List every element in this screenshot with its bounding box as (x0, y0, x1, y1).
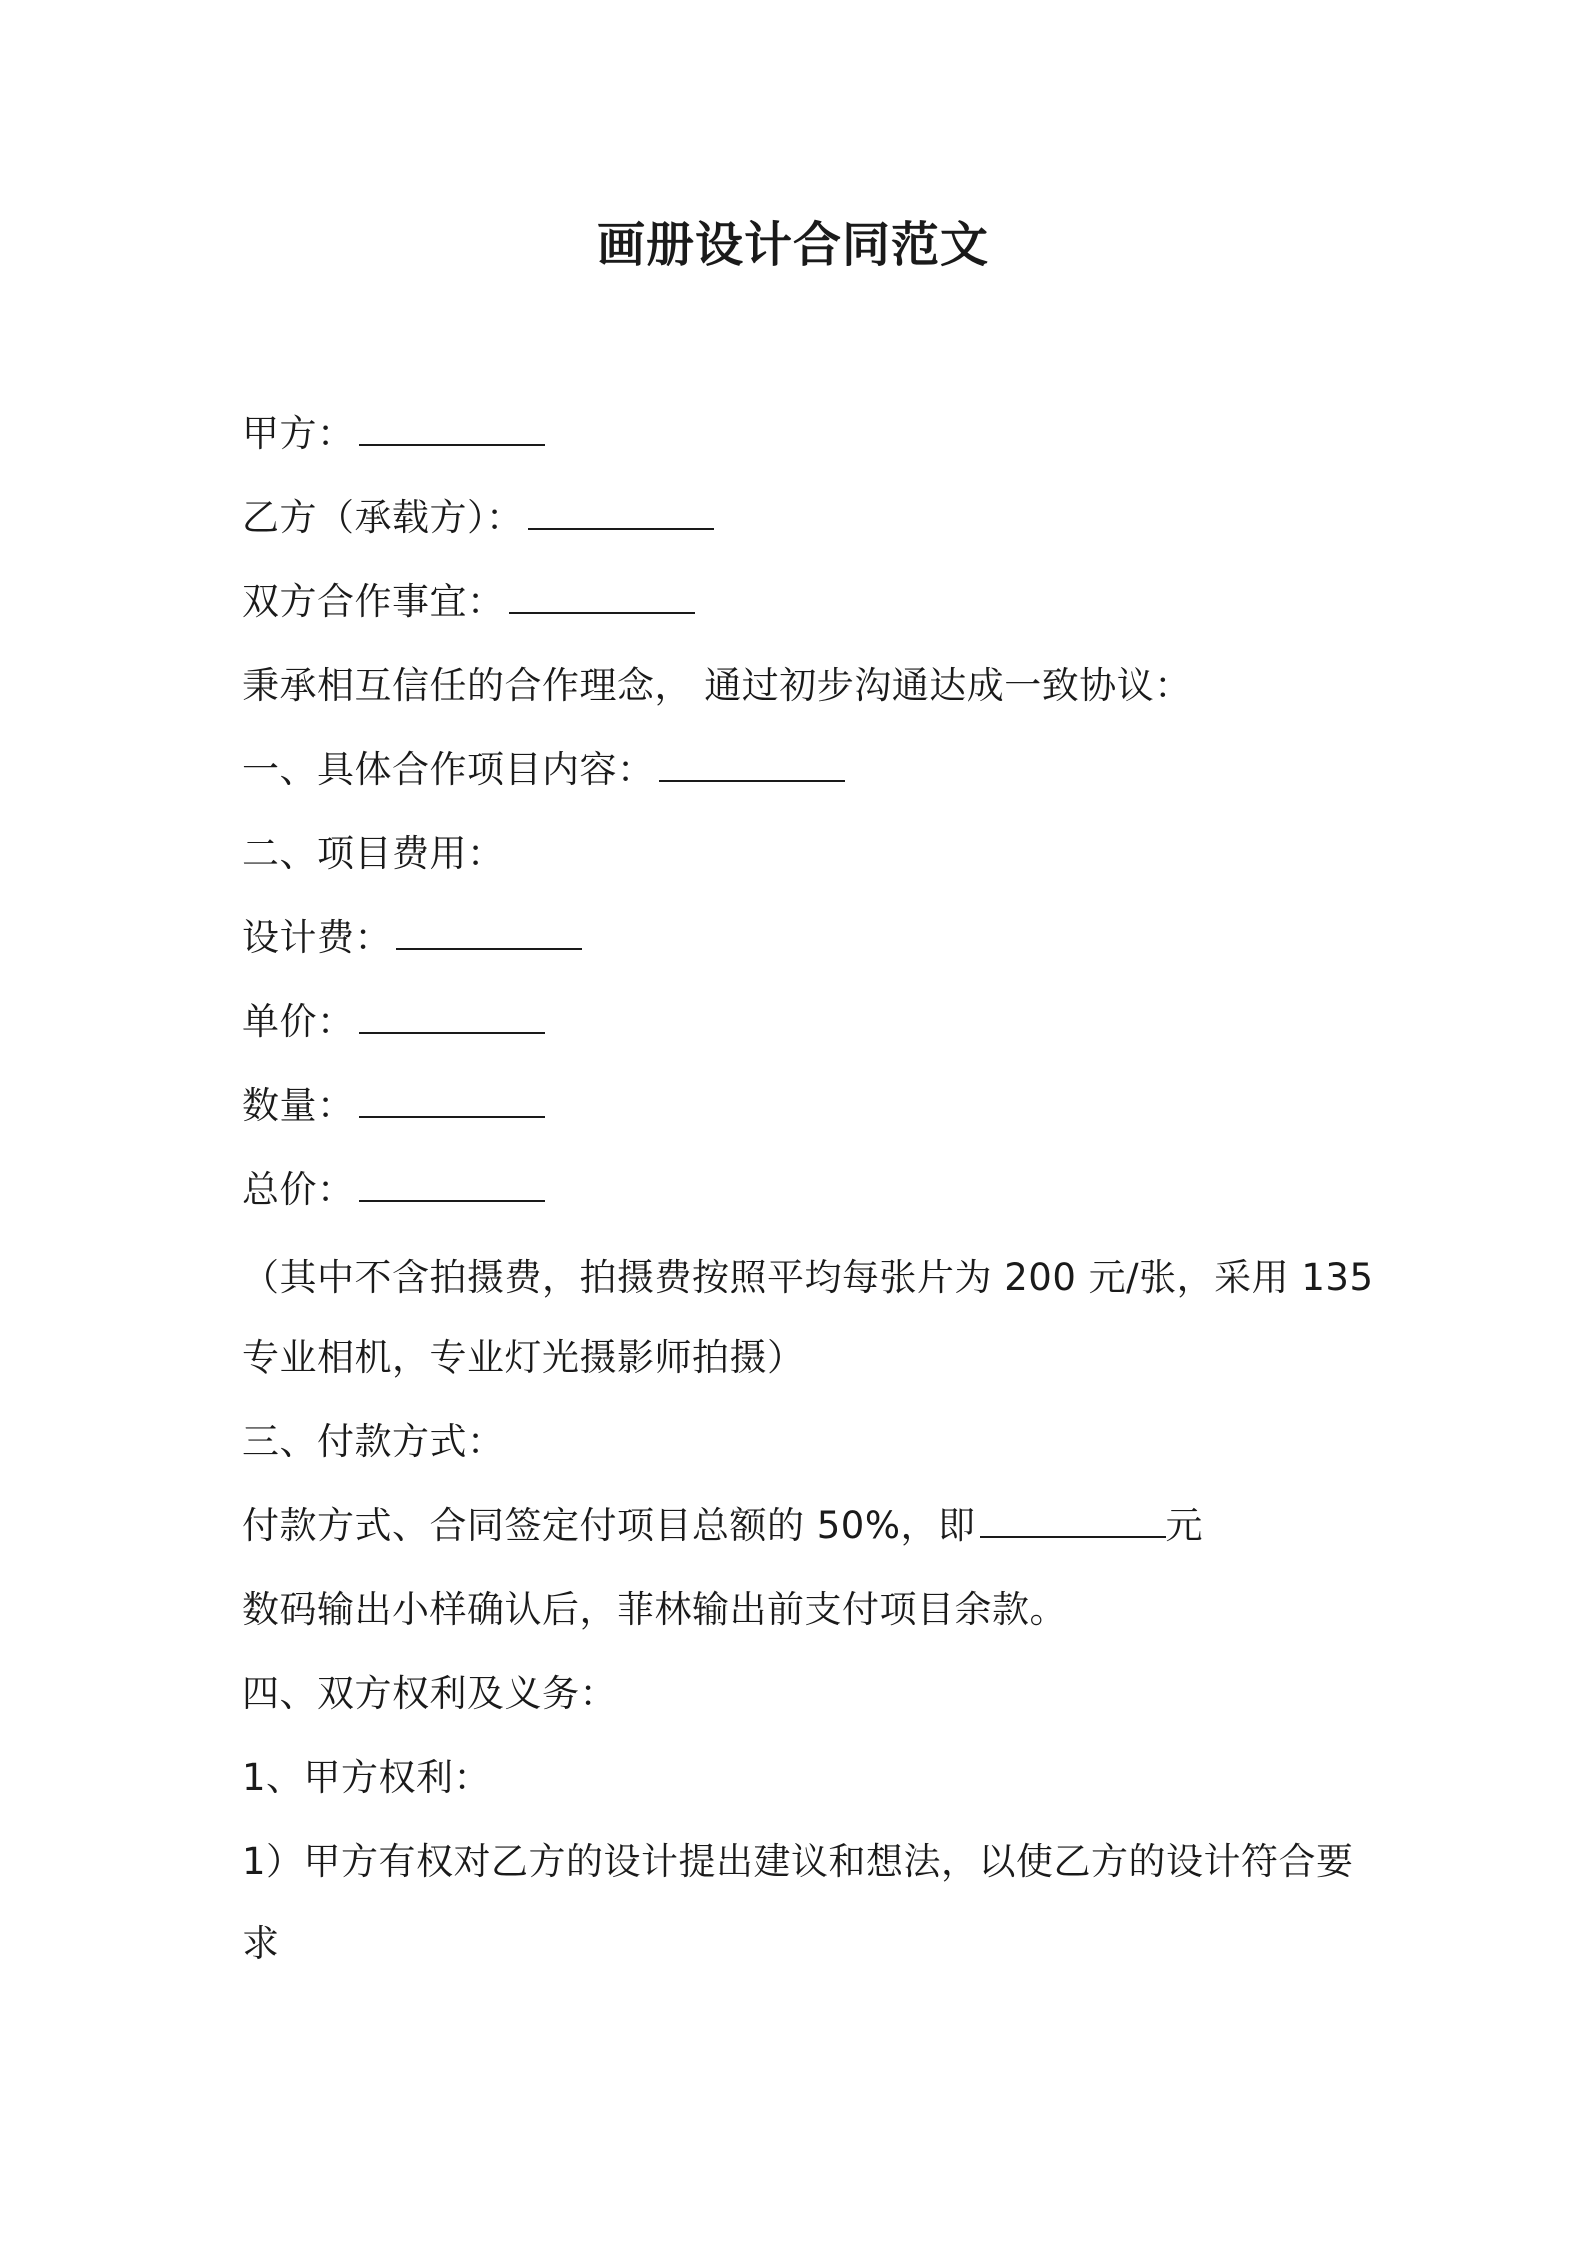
party-a-blank (359, 408, 545, 446)
total-price-label: 总价： (242, 1168, 355, 1211)
design-fee-line (242, 910, 1362, 966)
party-a-line (242, 406, 1362, 462)
unit-price-blank (359, 996, 545, 1034)
section-1-label: 一、具体合作项目内容： (242, 748, 655, 791)
section-2-label: 二、项目费用： (242, 832, 505, 875)
payment-unit: 元 (1165, 1504, 1203, 1547)
intro-line (242, 658, 1362, 714)
section-4-heading (242, 1666, 1362, 1722)
design-fee-label: 设计费： (242, 916, 392, 959)
payment-amount-blank (980, 1500, 1166, 1538)
rights-item-1-line-2 (242, 1916, 1362, 1972)
payment-line-2 (242, 1582, 1362, 1638)
total-price-blank (359, 1164, 545, 1202)
section-1-heading (242, 742, 1362, 798)
document-title: 画册设计合同范文 (596, 217, 989, 273)
quantity-label: 数量： (242, 1084, 355, 1127)
unit-price-label: 单价： (242, 1000, 355, 1043)
section-3-heading (242, 1414, 1362, 1470)
cooperation-matters-blank (509, 576, 695, 614)
quantity-line (242, 1078, 1362, 1134)
cooperation-matters-line (242, 574, 1362, 630)
intro-text: 秉承相互信任的合作理念， 通过初步沟通达成一致协议： (242, 664, 1192, 707)
photo-note-line-1 (242, 1250, 1374, 1306)
party-a-rights-label: 1、甲方权利： (242, 1756, 492, 1799)
photo-note-line-2 (242, 1330, 1362, 1386)
rights-item-1-text-2: 求 (242, 1922, 280, 1965)
design-fee-blank (396, 912, 582, 950)
section-4-label: 四、双方权利及义务： (242, 1672, 617, 1715)
section-1-blank (659, 744, 845, 782)
payment-text-1: 付款方式、合同签定付项目总额的 50%，即 (242, 1504, 976, 1547)
section-3-label: 三、付款方式： (242, 1420, 505, 1463)
unit-price-line (242, 994, 1362, 1050)
total-price-line (242, 1162, 1362, 1218)
section-2-heading (242, 826, 1362, 882)
payment-text-2: 数码输出小样确认后，菲林输出前支付项目余款。 (242, 1588, 1067, 1631)
cooperation-matters-label: 双方合作事宜： (242, 580, 505, 623)
party-b-line (242, 490, 1362, 546)
party-b-label: 乙方（承载方）： (242, 496, 524, 539)
photo-note-text-2: 专业相机，专业灯光摄影师拍摄） (242, 1336, 805, 1379)
photo-note-text-1: （其中不含拍摄费，拍摄费按照平均每张片为 200 元/张，采用 135 (242, 1256, 1374, 1299)
payment-line-1 (242, 1498, 1362, 1554)
rights-item-1-line-1 (242, 1834, 1362, 1890)
rights-item-1-text-1: 1）甲方有权对乙方的设计提出建议和想法，以使乙方的设计符合要 (242, 1840, 1354, 1883)
quantity-blank (359, 1080, 545, 1118)
party-b-blank (528, 492, 714, 530)
party-a-label: 甲方： (242, 412, 355, 455)
party-a-rights-heading (242, 1750, 1362, 1806)
